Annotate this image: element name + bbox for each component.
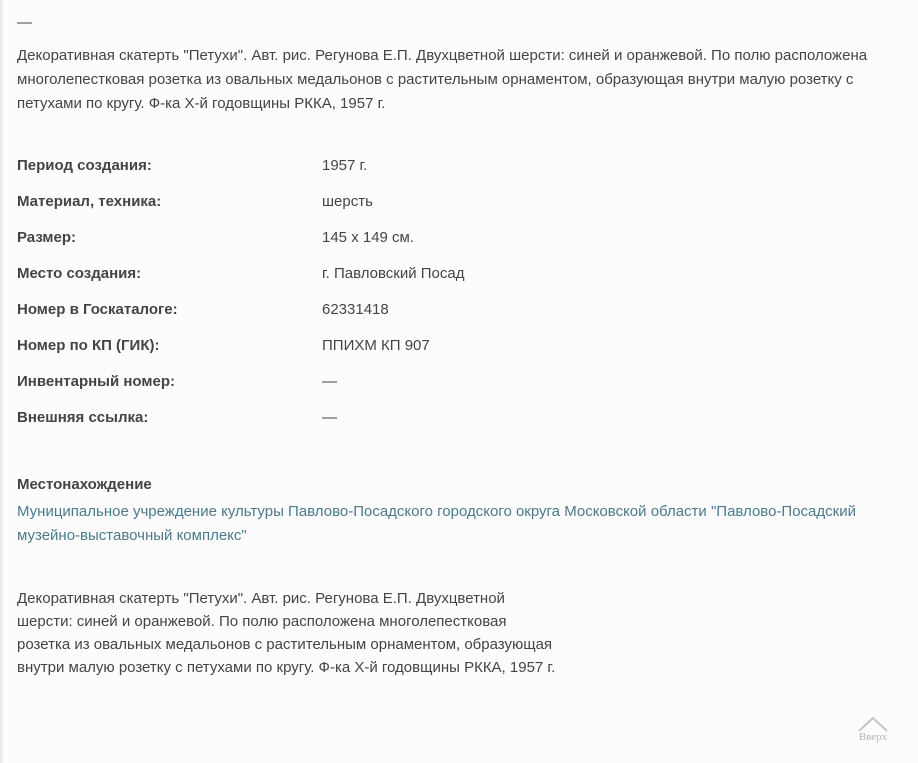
- property-label: Размер:: [17, 228, 77, 246]
- property-value: г. Павловский Посад: [322, 264, 465, 282]
- top-dash: —: [17, 14, 32, 31]
- left-border: [0, 0, 3, 763]
- property-row-period: [17, 147, 907, 183]
- property-value: —: [322, 372, 337, 390]
- property-row-place: [17, 255, 907, 291]
- scroll-to-top-button[interactable]: [848, 715, 898, 755]
- location-title: Местонахождение: [17, 476, 152, 493]
- footer-description: Декоративная скатерть "Петухи". Авт. рис. Регунова Е.П. Двухцветной шерсти: синей и оранжевой. По полю расположена многолепестковая розетка из овальных медальонов с растительным орнаментом, образующая внутри малую розетку с петухами по кругу. Ф-ка Х-й годовщины РККА, 1957 г.: [17, 590, 556, 676]
- property-value: 62331418: [322, 300, 389, 318]
- property-value: ППИХМ КП 907: [322, 336, 430, 354]
- property-label: Место создания:: [17, 264, 142, 282]
- item-description: Декоративная скатерть "Петухи". Авт. рис. Регунова Е.П. Двухцветной шерсти: синей и оранжевой. По полю расположена многолепестковая розетка из овальных медальонов с растительным орнаментом, образующая внутри малую розетку с петухами по кругу. Ф-ка Х-й годовщины РККА, 1957 г.: [17, 47, 868, 112]
- property-row-kp: [17, 327, 907, 363]
- property-label: Период создания:: [17, 156, 152, 174]
- property-value: 1957 г.: [322, 156, 368, 174]
- property-label: Инвентарный номер:: [17, 372, 175, 390]
- museum-link[interactable]: Муниципальное учреждение культуры Павлово-Посадского городского округа Московской области "Павлово-Посадский музейно-выставочный комплекс": [17, 503, 856, 544]
- property-row-material: [17, 183, 907, 219]
- property-row-goscatalog: [17, 291, 907, 327]
- scroll-to-top-label: Вверх: [858, 731, 888, 743]
- properties-list: [17, 147, 907, 435]
- property-label: Внешняя ссылка:: [17, 408, 149, 426]
- property-row-external-link: [17, 399, 907, 435]
- property-label: Номер по КП (ГИК):: [17, 336, 160, 354]
- property-value: шерсть: [322, 192, 373, 210]
- property-row-inventory: [17, 363, 907, 399]
- property-value: —: [322, 408, 337, 426]
- property-value: 145 х 149 см.: [322, 228, 415, 246]
- property-label: Номер в Госкаталоге:: [17, 300, 178, 318]
- property-label: Материал, техника:: [17, 192, 162, 210]
- property-row-size: [17, 219, 907, 255]
- location-section: [17, 474, 907, 548]
